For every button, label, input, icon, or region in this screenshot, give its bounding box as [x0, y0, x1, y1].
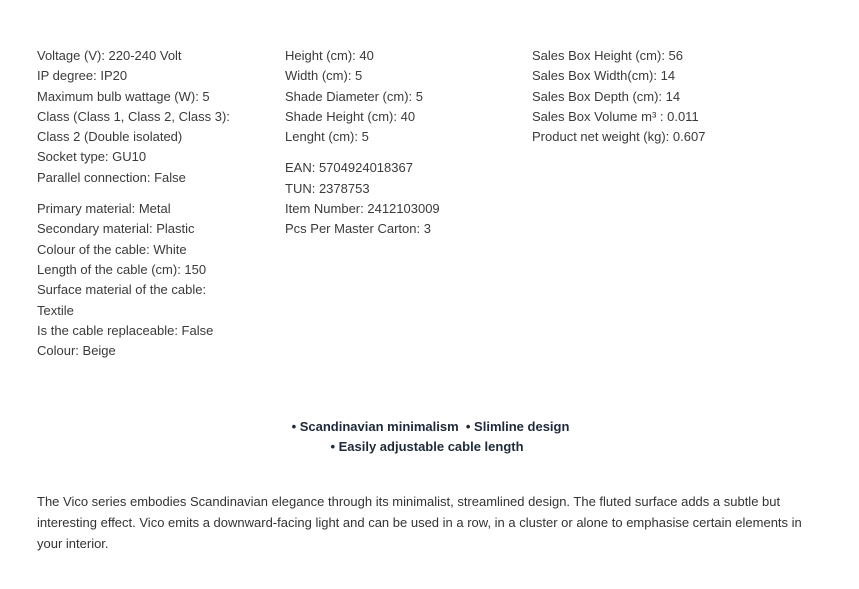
spec-socket-type: Socket type: GU10	[37, 149, 147, 165]
spec-sales-box-height: Sales Box Height (cm): 56	[532, 48, 684, 63]
spec-sales-box-depth: Sales Box Depth (cm): 14	[532, 88, 681, 104]
spec-height: Height (cm): 40	[285, 48, 374, 63]
feature-scandinavian-minimalism: • Scandinavian minimalism	[291, 419, 459, 434]
spec-colour: Colour: Beige	[37, 343, 116, 359]
spec-cable-surface-value: Textile	[37, 302, 74, 318]
spec-class-value: Class 2 (Double isolated)	[37, 129, 183, 145]
spec-shade-diameter: Shade Diameter (cm): 5	[285, 88, 423, 104]
spec-sales-box-width: Sales Box Width(cm): 14	[532, 68, 676, 84]
spec-column-electrical-materials	[37, 46, 277, 361]
spec-secondary-material: Secondary material: Plastic	[37, 221, 195, 237]
spec-product-net-weight: Product net weight (kg): 0.607	[532, 129, 706, 145]
spec-width: Width (cm): 5	[285, 68, 363, 84]
spec-cable-replaceable: Is the cable replaceable: False	[37, 322, 214, 338]
spec-pcs-per-master-carton: Pcs Per Master Carton: 3	[285, 221, 431, 237]
spec-parallel-connection: Parallel connection: False	[37, 169, 186, 185]
product-description: The Vico series embodies Scandinavian elegance through its minimalist, streamlined design. The fluted surface adds a subtle but interesting effect. Vico emits a downward-facing light and can be used in a row, in a cluster or alone to emphasise certain elements in your interior.	[37, 494, 802, 551]
feature-slimline-design: • Slimline design	[458, 419, 570, 434]
spec-sales-box-volume: Sales Box Volume m³ : 0.011	[532, 108, 699, 124]
feature-adjustable-cable: • Easily adjustable cable length	[330, 439, 524, 455]
spec-primary-material: Primary material: Metal	[37, 201, 171, 217]
spec-cable-surface-label: Surface material of the cable:	[37, 282, 207, 298]
spec-group-spacer	[285, 147, 525, 158]
spec-class-label: Class (Class 1, Class 2, Class 3):	[37, 108, 230, 124]
spec-group-spacer	[37, 188, 277, 199]
spec-item-number: Item Number: 2412103009	[285, 201, 440, 217]
spec-column-packaging	[532, 46, 832, 147]
feature-highlights	[0, 417, 859, 458]
spec-ean: EAN: 5704924018367	[285, 160, 413, 176]
feature-row	[0, 437, 859, 457]
spec-ip-degree: IP degree: IP20	[37, 68, 128, 84]
spec-max-bulb-wattage: Maximum bulb wattage (W): 5	[37, 88, 210, 104]
feature-row	[0, 417, 859, 437]
spec-cable-length: Length of the cable (cm): 150	[37, 261, 207, 277]
spec-cable-colour: Colour of the cable: White	[37, 241, 187, 257]
spec-tun: TUN: 2378753	[285, 180, 370, 196]
spec-voltage: Voltage (V): 220-240 Volt	[37, 48, 182, 63]
spec-length: Lenght (cm): 5	[285, 129, 369, 145]
spec-column-dimensions-ids	[285, 46, 525, 240]
spec-shade-height: Shade Height (cm): 40	[285, 108, 416, 124]
